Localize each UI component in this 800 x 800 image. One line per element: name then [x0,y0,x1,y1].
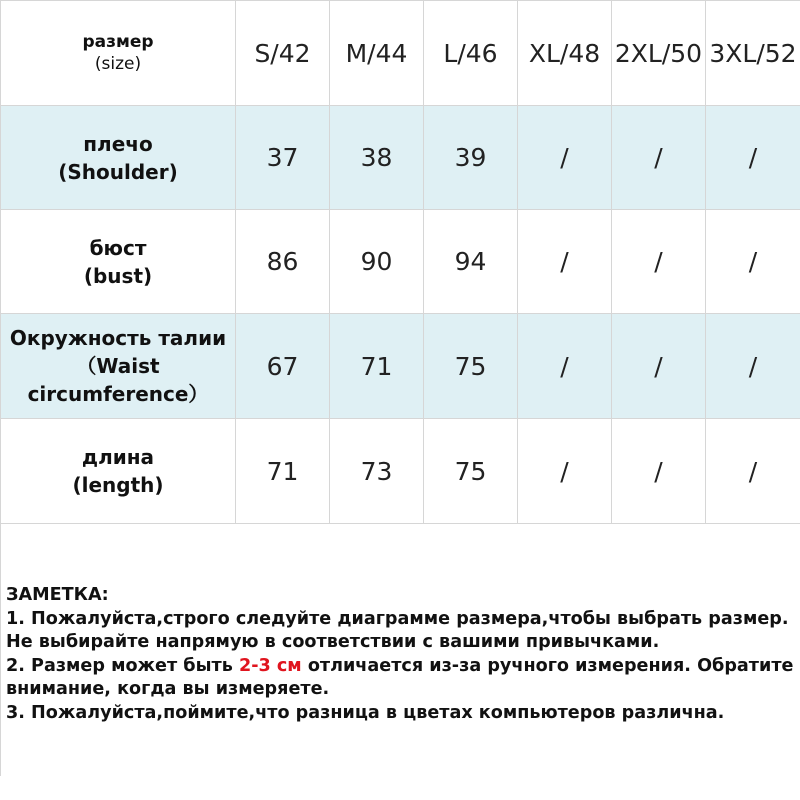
table-cell: 94 [424,210,518,314]
table-row-length [1,419,800,524]
table-cell: / [518,419,612,524]
table-cell: / [612,106,706,210]
table-cell: / [612,419,706,524]
table-cell: 67 [236,314,330,419]
table-cell: 37 [236,106,330,210]
size-header-cell: XL/48 [518,1,612,106]
table-cell: 71 [236,419,330,524]
size-label-sub: (size) [94,54,142,74]
table-cell: 86 [236,210,330,314]
table-cell: 75 [424,314,518,419]
table-cell: / [706,419,800,524]
size-header-cell: M/44 [330,1,424,106]
row-label-line: бюст [89,235,147,260]
row-label-line: (length) [72,473,164,497]
table-cell: 71 [330,314,424,419]
table-cell: / [706,314,800,419]
note-title: ЗАМЕТКА: [6,585,109,605]
row-label [1,419,236,524]
note-line-5: 3. Пожалуйста,поймите,что разница в цветах компьютеров различна. [6,702,725,723]
size-header-cell: 2XL/50 [612,1,706,106]
table-cell: / [706,210,800,314]
size-header-cell: S/42 [236,1,330,106]
row-label-line: (Shoulder) [58,159,178,184]
note-line-2: Не выбирайте напрямую в соответствии с вашими привычками. [6,632,660,652]
size-header-cell: L/46 [424,1,518,106]
table-row-waist [1,314,800,419]
table-cell: 75 [424,419,518,524]
table-row-bust [1,210,800,314]
row-label-line: плечо [83,131,153,156]
row-label [1,106,236,210]
note-highlight: 2-3 см [238,655,302,676]
table-cell: / [612,210,706,314]
table-cell: 38 [330,106,424,210]
row-label-line: （Waist [76,354,160,378]
table-cell: 73 [330,419,424,524]
table-header-row [1,1,800,106]
note-line-4: внимание, когда вы измеряете. [6,679,330,699]
row-label-line: circumference） [27,382,209,406]
row-label-line: длина [81,445,155,469]
note-line-3-end: отличается из-за ручного измерения. Обратите [301,655,794,676]
note-block [6,584,800,725]
size-header-cell: 3XL/52 [706,1,800,106]
row-label [1,314,236,419]
note-line-3-start: 2. Размер может быть [6,655,239,676]
table-cell: / [518,106,612,210]
row-label-line: Окружность талии [9,326,227,350]
table-cell: 39 [424,106,518,210]
table-cell: 90 [330,210,424,314]
size-label: размер [82,32,154,52]
table-cell: / [518,210,612,314]
row-label-line: (bust) [83,263,153,288]
table-row-shoulder [1,106,800,210]
note-line-3 [6,655,800,679]
table-cell: / [612,314,706,419]
table-cell: / [518,314,612,419]
note-line-1: 1. Пожалуйста,строго следуйте диаграмме размера,чтобы выбрать размер. [6,608,789,629]
row-label [1,210,236,314]
table-cell: / [706,106,800,210]
size-label-cell [1,1,236,106]
